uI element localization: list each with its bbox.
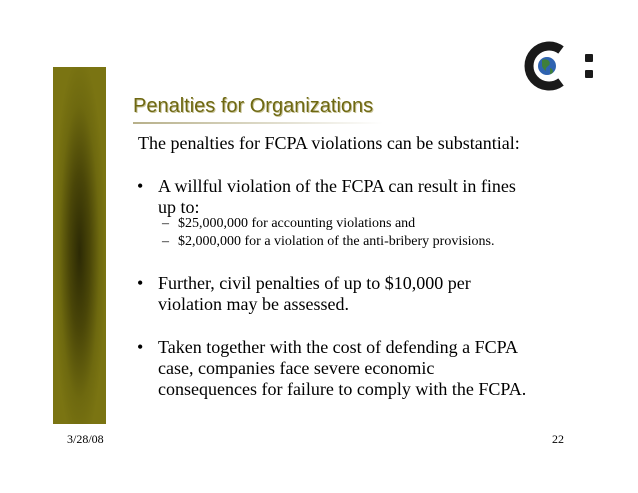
bullet-line: Further, civil penalties of up to $10,000 per — [158, 273, 471, 293]
sub-text: $25,000,000 for accounting violations and — [178, 216, 416, 231]
globe-c-logo-icon — [521, 40, 597, 92]
bullet-marker: • — [137, 176, 144, 196]
decorative-side-bar — [53, 67, 106, 424]
sub-marker: – — [162, 216, 169, 231]
bullet-line: A willful violation of the FCPA can result in fines — [158, 176, 516, 196]
intro-text: The penalties for FCPA violations can be substantial: — [138, 133, 520, 153]
slide-title: Penalties for Organizations — [133, 95, 374, 117]
bullet-marker: • — [137, 273, 144, 293]
bullet-line: Taken together with the cost of defending a FCPA — [158, 337, 519, 357]
title-underline — [133, 122, 383, 124]
bullet-marker: • — [137, 337, 144, 357]
footer-date: 3/28/08 — [67, 432, 104, 446]
bullet-line: violation may be assessed. — [158, 294, 349, 314]
bullet-line: case, companies face severe economic — [158, 358, 435, 378]
bullet-line: up to: — [158, 197, 200, 217]
page-number: 22 — [552, 432, 564, 446]
bullet-line: consequences for failure to comply with the FCPA. — [158, 379, 527, 399]
sub-text: $2,000,000 for a violation of the anti-bribery provisions. — [178, 234, 495, 249]
sub-marker: – — [162, 234, 169, 249]
